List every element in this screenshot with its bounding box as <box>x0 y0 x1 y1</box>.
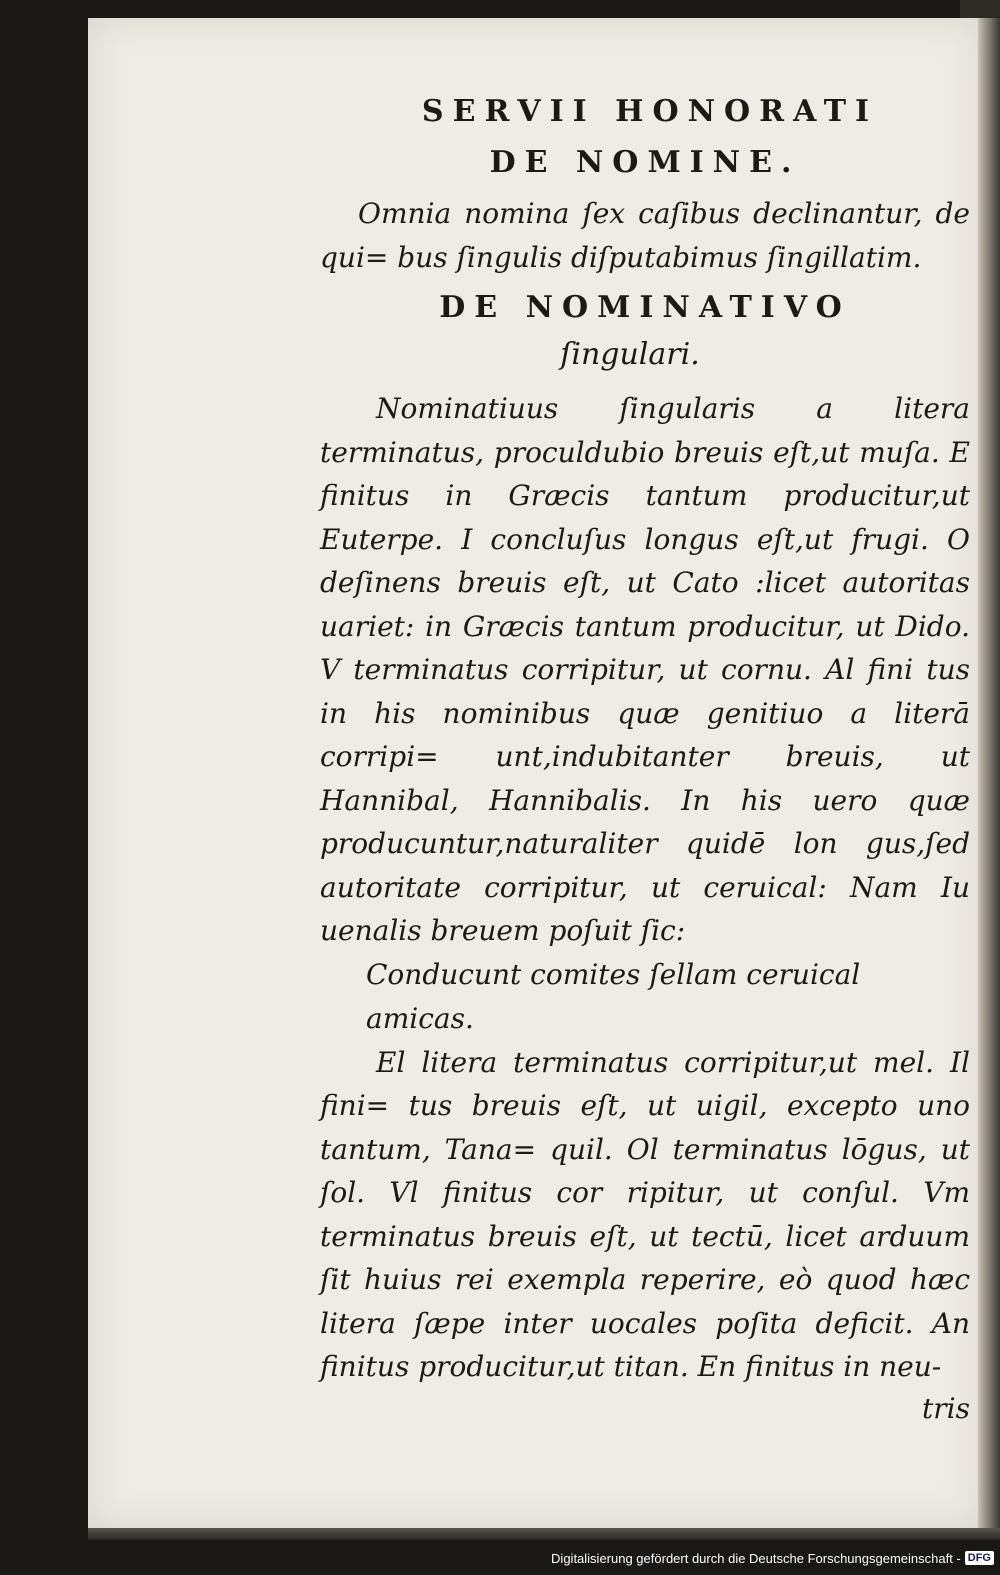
dfg-logo: DFG <box>965 1551 994 1565</box>
book-bottom-edge <box>88 1528 1000 1540</box>
paragraph-endings: El litera terminatus corripitur,ut mel. Il fini= tus breuis eſt, ut uigil, excepto uno tantum, Tana= quil. Ol terminatus lōgus, ut ſol. Vl finitus cor ripitur, ut conſul. Vm terminatus breuis eſt, ut tectū, licet arduum ſit huius rei exempla reperire, eò quod hæc litera ſæpe inter uocales poſita deficit. An finitus producitur,ut titan. En finitus in neu- <box>320 1045 970 1383</box>
section-heading: DE NOMINATIVO <box>439 290 851 325</box>
page-text <box>320 88 970 1429</box>
section-subheading: ſingulari. <box>560 337 700 372</box>
running-title: SERVII HONORATI <box>421 94 879 129</box>
chapter-title: DE NOMINE. <box>489 145 801 180</box>
verse-quotation: Conducunt comites ſellam ceruical amicas. <box>366 957 861 1035</box>
paragraph-nominative: Nominatiuus ſingularis a litera terminatus, proculdubio breuis eſt,ut muſa. E finitus in Græcis tantum producitur,ut Euterpe. I concluſus longus eſt,ut frugi. O deſinens breuis eſt, ut Cato :licet autoritas uariet: in Græcis tantum producitur, ut Dido. V terminatus corripitur, ut cornu. Al fini tus in his nominibus quæ genitiuo a literā corripi= unt,indubitanter breuis, ut Hannibal, Hannibalis. In his uero quæ producuntur,naturaliter quidē lon gus,ſed autoritate corripitur, ut ceruical: Nam Iu uenalis breuem poſuit ſic: <box>320 392 970 947</box>
digitization-credit <box>551 1545 994 1571</box>
credit-text: Digitalisierung gefördert durch die Deutsche Forschungsgemeinschaft - <box>551 1550 961 1566</box>
page-stack-edge <box>978 18 1000 1538</box>
intro-paragraph: Omnia nomina ſex caſibus declinantur, de qui= bus ſingulis diſputabimus ſingillatim. <box>320 197 970 274</box>
catchword: tris <box>922 1391 970 1425</box>
